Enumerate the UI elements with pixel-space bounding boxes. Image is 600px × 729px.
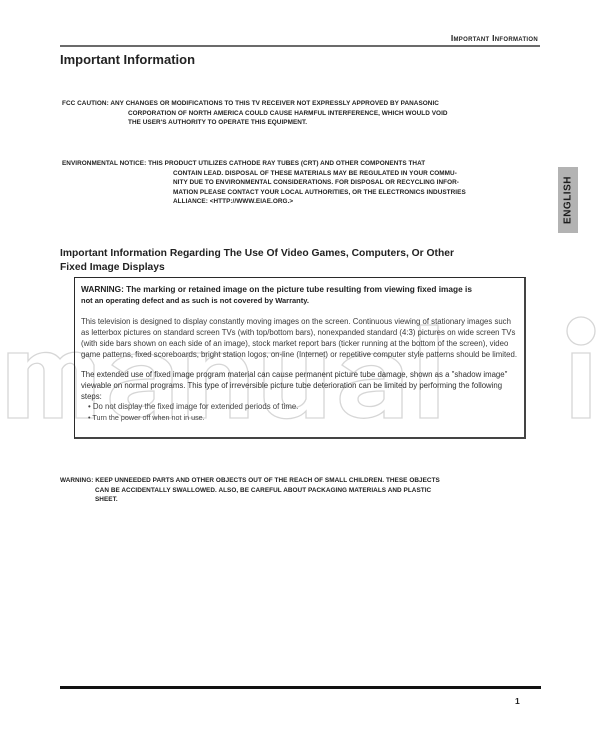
page-number: 1 — [515, 696, 520, 706]
fcc-caution — [62, 99, 448, 128]
header-rule — [60, 45, 540, 47]
environmental-notice — [62, 159, 466, 207]
fcc-caution-line: CORPORATION OF NORTH AMERICA COULD CAUSE HARMFUL INTERFERENCE, WHICH WOULD VOID — [128, 109, 448, 117]
small-parts-warning — [60, 476, 440, 505]
running-head: Important Information — [450, 33, 538, 43]
language-tab-label: ENGLISH — [562, 176, 574, 224]
fcc-caution-line: FCC CAUTION: ANY CHANGES OR MODIFICATIONS TO THIS TV RECEIVER NOT EXPRESSLY APPROVED BY PANASONIC — [62, 100, 439, 107]
picture-tube-damage-paragraph: The extended use of fixed image program material can cause permanent picture tube damage, shown as a "shadow image" viewable on normal programs. This type of irreversible picture tube deterioration can be limited by performing the following steps: — [81, 370, 508, 401]
environmental-notice-line: CONTAIN LEAD. DISPOSAL OF THESE MATERIALS MAY BE REGULATED IN YOUR COMMU- — [173, 169, 457, 177]
page-title: Important Information — [60, 52, 196, 67]
environmental-notice-line: MATION PLEASE CONTACT YOUR LOCAL AUTHORITIES, OR THE ELECTRONICS INDUSTRIES — [173, 188, 466, 196]
environmental-notice-line: ALLIANCE: <HTTP://WWW.EIAE.ORG.> — [173, 198, 294, 205]
retained-image-warning — [81, 284, 521, 306]
environmental-notice-line: NITY DUE TO ENVIRONMENTAL CONSIDERATIONS. FOR DISPOSAL OR RECYCLING INFOR- — [173, 179, 459, 186]
prevention-steps-list — [81, 402, 521, 423]
footer-rule — [60, 686, 541, 689]
stationary-images-paragraph: This television is designed to display constantly moving images on the screen. Continuous viewing of stationary images such as letterbox pictures on standard screen TVs (with top/bottom bars), nonexpanded standard (4:3) pictures on wide screen TVs (with side bars shown on each side of an image), stock market report bars (ticker running at the bottom of the screen), video game patterns, fixed scoreboards, bright station logos, on-line (Internet) or repetitive computer style patterns should be limited. — [81, 317, 517, 359]
warning-line: WARNING: The marking or retained image on the picture tube resulting from viewing fixed image is — [81, 284, 472, 294]
small-parts-warning-line: SHEET. — [95, 496, 118, 503]
section-title: Important Information Regarding The Use Of Video Games, Computers, Or Other Fixed Image Displays — [60, 248, 455, 273]
list-item: • Turn the power off when not in use. — [88, 412, 205, 422]
warning-line: not an operating defect and as such is not covered by Warranty. — [81, 296, 309, 305]
fixed-image-warning-box — [74, 277, 526, 439]
small-parts-warning-line: WARNING: KEEP UNNEEDED PARTS AND OTHER OBJECTS OUT OF THE REACH OF SMALL CHILDREN. THESE OBJECTS — [60, 477, 440, 484]
list-item: • Do not display the fixed image for extended periods of time. — [88, 402, 299, 411]
fcc-caution-line: THE USER'S AUTHORITY TO OPERATE THIS EQUIPMENT. — [128, 119, 308, 126]
language-tab-english — [558, 167, 578, 233]
small-parts-warning-line: CAN BE ACCIDENTALLY SWALLOWED. ALSO, BE CAREFUL ABOUT PACKAGING MATERIALS AND PLASTIC — [95, 486, 432, 494]
environmental-notice-line: ENVIRONMENTAL NOTICE: THIS PRODUCT UTILIZES CATHODE RAY TUBES (CRT) AND OTHER COMPONENTS THAT — [62, 160, 426, 167]
